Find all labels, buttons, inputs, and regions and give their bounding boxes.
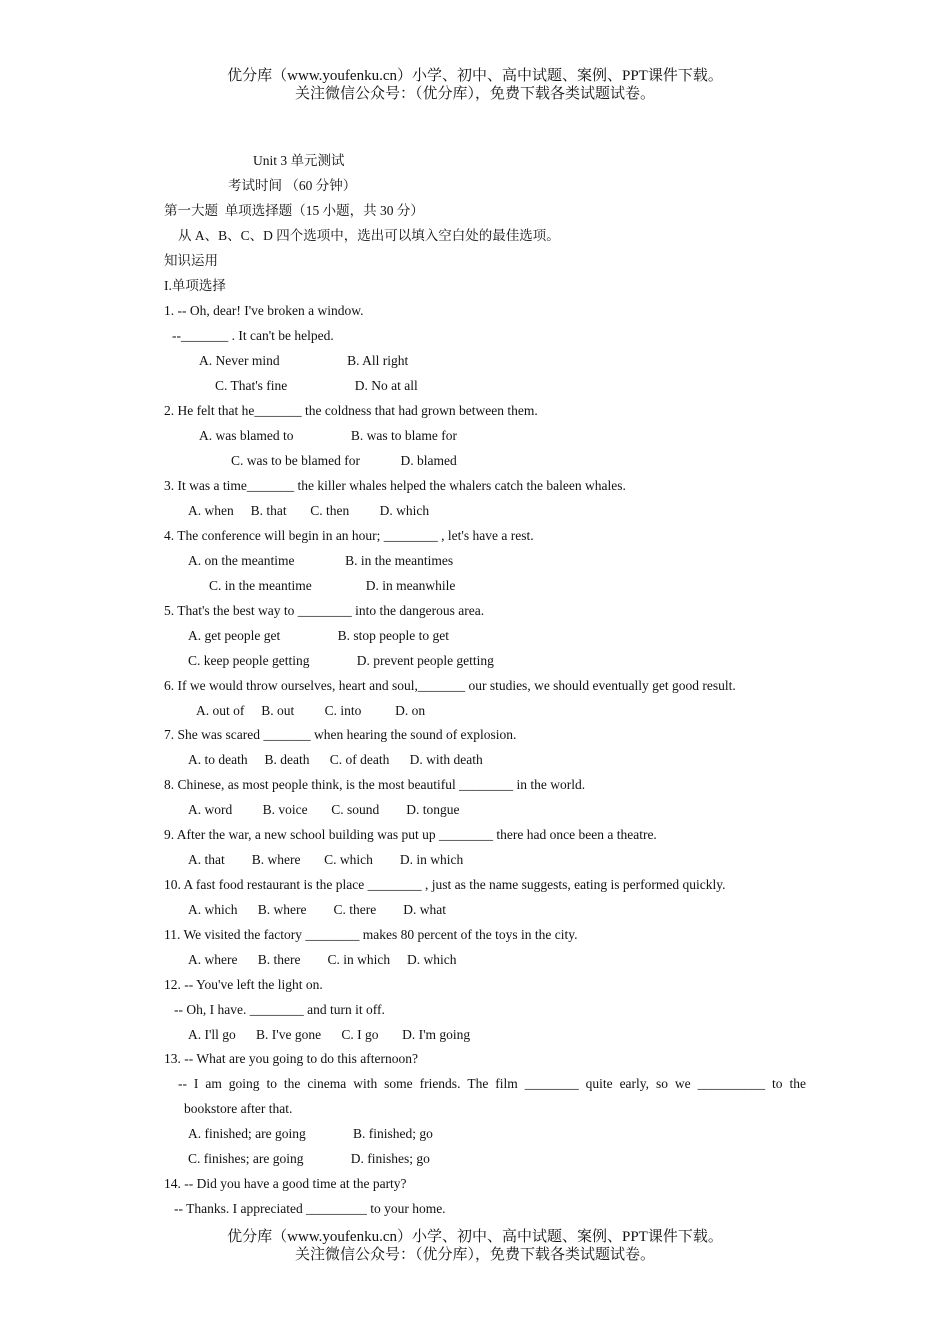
footer-line-2: 关注微信公众号：（优分库），免费下载各类试题试卷。 (294, 1247, 655, 1263)
section-heading: 第一大题 单项选择题（15 小题，共 30 分） (164, 203, 424, 218)
q13-word: the (789, 1076, 806, 1091)
question-6: 6. If we would throw ourselves, heart and soul,_______ our studies, we should eventually get good result. (164, 678, 736, 693)
page-footer (0, 1228, 950, 1264)
question-13-reply-continued: bookstore after that. (184, 1101, 293, 1116)
question-3: 3. It was a time_______ the killer whales helped the whalers catch the baleen whales. (164, 478, 626, 493)
q13-word: to (266, 1076, 277, 1091)
q13-word: -- (178, 1076, 187, 1091)
question-13-options-cd: C. finishes; are going D. finishes; go (188, 1151, 430, 1166)
header-line-1: 优分库（www.youfenku.cn）小学、初中、高中试题、案例、PPT课件下载。 (227, 68, 723, 84)
page-header (0, 67, 950, 103)
footer-line-1: 优分库（www.youfenku.cn）小学、初中、高中试题、案例、PPT课件下载。 (227, 1229, 723, 1245)
document-title: Unit 3 单元测试 (253, 153, 345, 168)
question-4-options-ab: A. on the meantime B. in the meantimes (188, 553, 454, 568)
q13-word: cinema (307, 1076, 347, 1091)
q13-word: friends. (419, 1076, 461, 1091)
question-10: 10. A fast food restaurant is the place ________ , just as the name suggests, eating is performed quickly. (164, 877, 726, 892)
section-instruction: 从 A、B、C、D 四个选项中，选出可以填入空白处的最佳选项。 (178, 228, 560, 243)
question-8: 8. Chinese, as most people think, is the most beautiful ________ in the world. (164, 777, 586, 792)
question-5-options-cd: C. keep people getting D. prevent people getting (188, 653, 494, 668)
exam-time: 考试时间 （60 分钟） (228, 178, 357, 193)
question-1-options-ab: A. Never mind B. All right (199, 353, 409, 368)
question-2-options-cd: C. was to be blamed for D. blamed (231, 453, 457, 468)
question-6-options: A. out of B. out C. into D. on (196, 703, 426, 718)
question-9-options: A. that B. where C. which D. in which (188, 852, 464, 867)
q13-word: The (467, 1076, 489, 1091)
question-1: 1. -- Oh, dear! I've broken a window. (164, 303, 364, 318)
question-10-options: A. which B. where C. there D. what (188, 902, 446, 917)
q13-word: early, (619, 1076, 650, 1091)
header-line-2: 关注微信公众号：（优分库），免费下载各类试题试卷。 (294, 86, 655, 102)
question-12: 12. -- You've left the light on. (164, 977, 323, 992)
q13-word: we (674, 1076, 691, 1091)
question-8-options: A. word B. voice C. sound D. tongue (188, 802, 460, 817)
question-3-options: A. when B. that C. then D. which (188, 503, 430, 518)
q13-word: with (353, 1076, 378, 1091)
sub-label: I.单项选择 (164, 278, 226, 293)
q13-word: some (384, 1076, 413, 1091)
q13-word: so (655, 1076, 668, 1091)
question-4: 4. The conference will begin in an hour; ________ , let's have a rest. (164, 528, 534, 543)
question-1-options-cd: C. That's fine D. No at all (215, 378, 418, 393)
question-7: 7. She was scared _______ when hearing the sound of explosion. (164, 727, 517, 742)
question-13: 13. -- What are you going to do this afternoon? (164, 1051, 418, 1066)
question-9: 9. After the war, a new school building was put up ________ there had once been a theatre. (164, 827, 657, 842)
question-14-reply: -- Thanks. I appreciated _________ to your home. (174, 1201, 446, 1216)
q13-word: I (193, 1076, 199, 1091)
q13-word: the (283, 1076, 301, 1091)
q13-word: ________ (524, 1076, 579, 1091)
question-11: 11. We visited the factory ________ makes 80 percent of the toys in the city. (164, 927, 578, 942)
q13-word: going (228, 1076, 260, 1091)
part-label: 知识运用 (164, 253, 218, 268)
question-12-reply: -- Oh, I have. ________ and turn it off. (174, 1002, 385, 1017)
q13-word: __________ (697, 1076, 766, 1091)
q13-word: am (205, 1076, 222, 1091)
question-13-options-ab: A. finished; are going B. finished; go (188, 1126, 433, 1141)
question-13-reply (178, 1075, 806, 1093)
question-4-options-cd: C. in the meantime D. in meanwhile (209, 578, 456, 593)
q13-word: quite (585, 1076, 613, 1091)
question-2-options-ab: A. was blamed to B. was to blame for (199, 428, 457, 443)
q13-word: film (495, 1076, 518, 1091)
question-7-options: A. to death B. death C. of death D. with death (188, 752, 483, 767)
question-2: 2. He felt that he_______ the coldness that had grown between them. (164, 403, 538, 418)
q13-word: to (772, 1076, 783, 1091)
question-11-options: A. where B. there C. in which D. which (188, 952, 457, 967)
question-12-options: A. I'll go B. I've gone C. I go D. I'm going (188, 1027, 471, 1042)
question-14: 14. -- Did you have a good time at the party? (164, 1176, 407, 1191)
question-5-options-ab: A. get people get B. stop people to get (188, 628, 449, 643)
question-5: 5. That's the best way to ________ into the dangerous area. (164, 603, 485, 618)
question-1-reply: --_______ . It can't be helped. (172, 328, 334, 343)
